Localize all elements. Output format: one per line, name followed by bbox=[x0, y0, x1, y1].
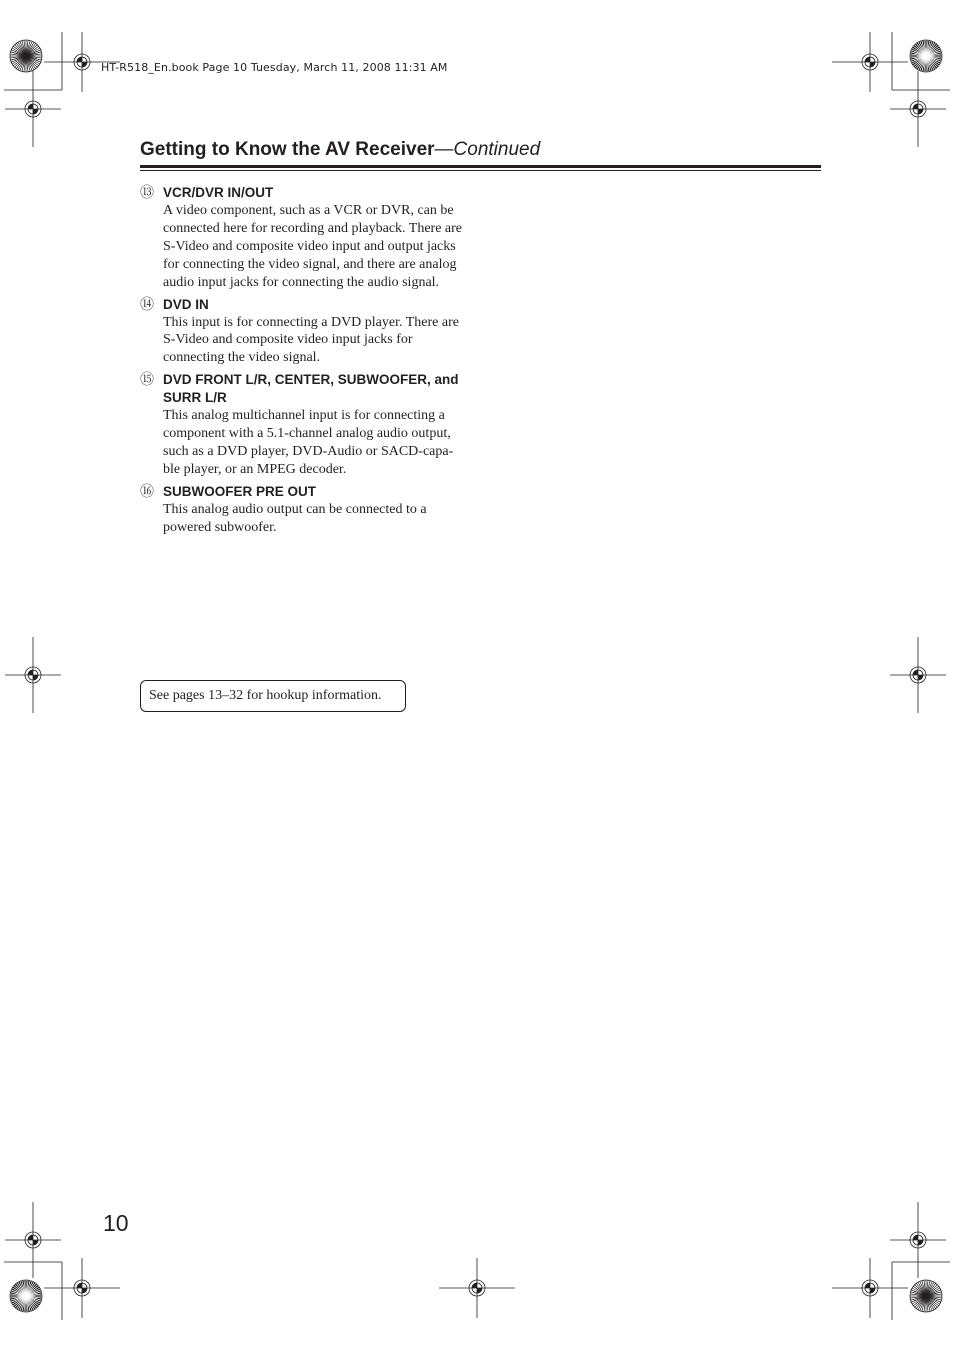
continued-label: —Continued bbox=[434, 139, 541, 160]
header-rule-thin bbox=[140, 170, 821, 171]
item-description: This input is for connecting a DVD player. There are S-Video and composite video input jacks for connecting the video signal. bbox=[163, 314, 459, 366]
list-item bbox=[140, 371, 470, 479]
item-term: VCR/DVR IN/OUT bbox=[163, 185, 274, 200]
item-term: SUBWOOFER PRE OUT bbox=[163, 483, 317, 499]
page-number: 10 bbox=[103, 1210, 129, 1236]
item-number: ⑮ bbox=[140, 372, 154, 389]
header-rule-thick bbox=[140, 165, 821, 168]
list-item bbox=[140, 296, 470, 368]
item-description: This analog audio output can be connected to a powered subwoofer. bbox=[163, 501, 427, 535]
item-number: ⑭ bbox=[140, 296, 154, 313]
hookup-note: See pages 13–32 for hookup information. bbox=[140, 680, 406, 712]
item-number: ⑬ bbox=[140, 185, 154, 201]
print-slug-line: HT-R518_En.book Page 10 Tuesday, March 11, 2008 11:31 AM bbox=[101, 61, 448, 74]
item-description: A video component, such as a VCR or DVR, can be connected here for recording and playback. There are S-Video and composite video input and output jacks for connecting the video signal, and there are analog audio input jacks for connecting the audio signal. bbox=[163, 203, 463, 290]
list-item bbox=[140, 184, 470, 292]
section-header bbox=[140, 139, 540, 161]
item-number: ⑯ bbox=[140, 483, 154, 500]
item-description: This analog multichannel input is for connecting a component with a 5.1-channel analog audio output, such as a DVD player, DVD-Audio or SACD-capa-ble player, or an MPEG decoder. bbox=[163, 408, 454, 477]
item-term: DVD IN bbox=[163, 296, 209, 312]
item-term: DVD FRONT L/R, CENTER, SUBWOOFER, and SURR L/R bbox=[163, 372, 459, 406]
jack-description-list bbox=[140, 184, 470, 541]
section-title: Getting to Know the AV Receiver bbox=[140, 139, 435, 160]
list-item bbox=[140, 483, 470, 537]
